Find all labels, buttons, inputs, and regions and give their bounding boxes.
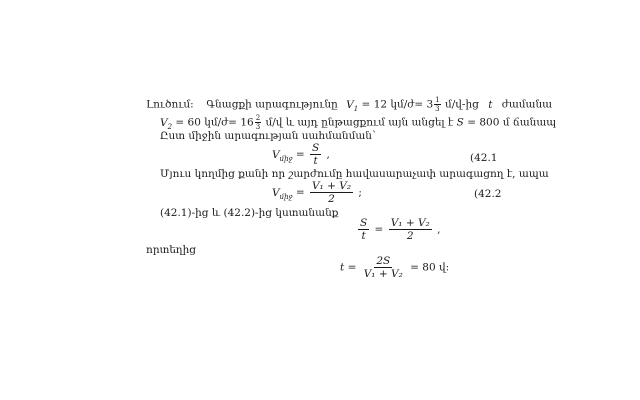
s-over-t-fraction-2: $\frac{S}{t}$: [360, 217, 368, 242]
equation-number-42-2: (42.2: [474, 188, 502, 200]
result-value: = 80 վ:: [410, 261, 450, 274]
solution-label: Լուծում:: [146, 98, 194, 111]
combine-text: (42.1)-ից և (42.2)-ից կստանանք: [160, 207, 339, 219]
definition-text: Ըստ միջին արագության սահմանման`: [160, 130, 378, 142]
v1-plus-v2-over-2-fraction: $\frac{\text{V₁ + V₂}}{2}$: [311, 180, 352, 205]
eq2-semicolon: ;: [358, 186, 362, 199]
t-symbol-result: t: [340, 261, 345, 274]
equation-result: t = $\frac{2S}{\text{V₁ + V₂}}$ = 80 վ:: [340, 255, 450, 280]
line2-text: մ/վ և այդ ընթացքում այն անցել է: [265, 116, 454, 129]
train-speed-text: Գնացքի արագությունը: [206, 98, 338, 111]
eq1-comma: ,: [326, 148, 330, 161]
v1-mixed-fraction: $\frac{1}{3}$: [435, 96, 440, 113]
whence-text: որտեղից: [146, 244, 197, 256]
t-symbol: t: [488, 98, 493, 111]
s-value: = 800 մ ճանապ: [467, 116, 557, 129]
v2-mixed-fraction: $\frac{2}{3}$: [255, 114, 261, 131]
line-3: [160, 130, 377, 143]
v2-symbol: $V_2$: [160, 116, 173, 131]
v-avg-symbol-2: $V_{միջ}$: [272, 186, 293, 201]
equation-number-42-1: (42.1: [470, 152, 498, 164]
v1-unit: մ/վ-ից: [444, 98, 479, 111]
v1-mixed-whole: 3: [426, 98, 434, 111]
line1-tail: ժամանա: [501, 98, 553, 111]
line-5: [160, 207, 338, 220]
v2-value: = 60 կմ/ժ= 16: [175, 116, 254, 129]
uniform-acceleration-text: Մյուս կողմից քանի որ շարժումը հավասարաչափ արագացող է, ապա: [160, 168, 549, 180]
2s-over-v-sum-fraction: $\frac{2S}{\text{V₁ + V₂}}$: [363, 255, 403, 280]
equals-sign: =: [361, 98, 371, 111]
v1-value: 12 կմ/ժ=: [373, 98, 424, 111]
equation-42-2: $V_{միջ}$ = $\frac{\text{V₁ + V₂}}{2}$ ;: [272, 180, 362, 205]
v-sum-over-2-fraction: $\frac{\text{V₁ + V₂}}{2}$: [390, 217, 430, 242]
equation-42-1: $V_{միջ}$ = $\frac{S}{t}$ ,: [272, 142, 330, 167]
eq3-comma: ,: [437, 223, 441, 236]
line-1: [146, 96, 552, 116]
equation-combined: $\frac{S}{t}$ = $\frac{\text{V₁ + V₂}}{2}$ ,: [360, 217, 441, 242]
line-6: [146, 244, 196, 257]
s-symbol: S: [456, 116, 464, 129]
v-avg-symbol: $V_{միջ}$: [272, 148, 293, 163]
s-over-t-fraction: $\frac{S}{t}$: [311, 142, 320, 167]
v1-symbol: $V_1$: [346, 98, 359, 113]
